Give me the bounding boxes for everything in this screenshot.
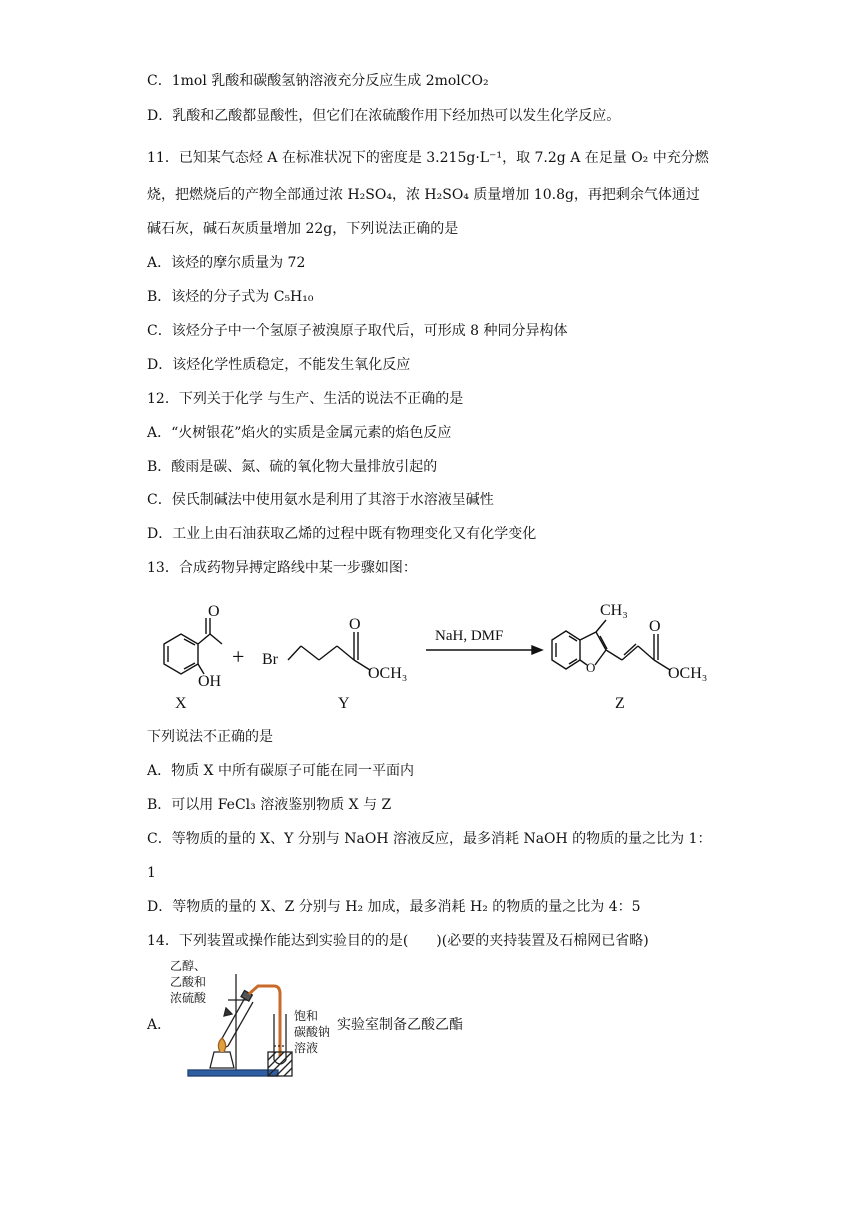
q10-option-d: D．乳酸和乙酸都显酸性，但它们在浓硫酸作用下经加热可以发生化学反应。 xyxy=(147,108,621,124)
reagent-label-3: 浓硫酸 xyxy=(170,991,207,1005)
y-carbonyl-o: O xyxy=(349,616,361,633)
q11-stem-line2: 烧，把燃烧后的产物全部通过浓 H₂SO₄，浓 H₂SO₄ 质量增加 10.8g，再把剩余气体通过 xyxy=(147,187,700,203)
x-carbonyl-o: O xyxy=(208,603,220,620)
q13-sub-stem: 下列说法不正确的是 xyxy=(147,729,273,745)
y-br-label: Br xyxy=(262,651,278,668)
q12-option-d: D．工业上由石油获取乙烯的过程中既有物理变化又有化学变化 xyxy=(147,526,537,542)
q14-option-a-caption: 实验室制备乙酸乙酯 xyxy=(337,1017,463,1033)
reagent-label-1: 乙醇、 xyxy=(170,959,207,973)
q14-stem: 14．下列装置或操作能达到实验目的的是( )(必要的夹持装置及石棉网已省略) xyxy=(147,933,649,949)
q11-stem-line3: 碱石灰，碱石灰质量增加 22g，下列说法正确的是 xyxy=(147,221,459,237)
z-och3-label: OCH₃ xyxy=(668,665,708,682)
q11-option-a: A．该烃的摩尔质量为 72 xyxy=(147,255,306,271)
reaction-scheme xyxy=(140,598,740,713)
q11-option-d: D．该烃化学性质稳定，不能发生氧化反应 xyxy=(147,357,411,373)
z-carbonyl-o: O xyxy=(649,618,661,635)
solution-label-3: 溶液 xyxy=(294,1041,319,1055)
compound-y-label: Y xyxy=(338,695,350,712)
x-oh-label: OH xyxy=(198,673,222,690)
compound-x-label: X xyxy=(175,695,187,712)
q12-option-b: B．酸雨是碳、氮、硫的氧化物大量排放引起的 xyxy=(147,459,438,475)
q13-option-c-cont: 1 xyxy=(147,865,156,881)
compound-z-label: Z xyxy=(615,695,625,712)
q11-option-b: B．该烃的分子式为 C₅H₁₀ xyxy=(147,289,314,305)
q10-option-c: C．1mol 乳酸和碳酸氢钠溶液充分反应生成 2molCO₂ xyxy=(147,73,489,89)
q12-option-a: A．“火树银花”焰火的实质是金属元素的焰色反应 xyxy=(147,425,452,441)
q13-option-a: A．物质 X 中所有碳原子可能在同一平面内 xyxy=(147,763,414,779)
solution-label-1: 饱和 xyxy=(294,1009,319,1023)
q12-option-c: C．侯氏制碱法中使用氨水是利用了其溶于水溶液呈碱性 xyxy=(147,492,494,508)
esterification-apparatus xyxy=(166,956,356,1082)
plus-sign: + xyxy=(232,644,245,669)
q13-option-c: C．等物质的量的 X、Y 分别与 NaOH 溶液反应，最多消耗 NaOH 的物质的量之比为 1： xyxy=(147,831,712,847)
z-ring-o: O xyxy=(586,660,596,675)
q14-option-a-label: A． xyxy=(147,1017,172,1033)
y-och3-label: OCH₃ xyxy=(368,665,408,682)
q13-stem: 13．合成药物异搏定路线中某一步骤如图： xyxy=(147,560,417,576)
q13-option-d: D．等物质的量的 X、Z 分别与 H₂ 加成，最多消耗 H₂ 的物质的量之比为 4：5 xyxy=(147,899,641,915)
solution-label-2: 碳酸钠 xyxy=(294,1025,331,1039)
q11-stem-line1: 11．已知某气态烃 A 在标准状况下的密度是 3.215g·L⁻¹，取 7.2g A 在足量 O₂ 中充分燃 xyxy=(147,150,709,166)
z-ch3-label: CH₃ xyxy=(600,602,628,619)
q11-option-c: C．该烃分子中一个氢原子被溴原子取代后，可形成 8 种同分异构体 xyxy=(147,323,568,339)
reagent-label-2: 乙酸和 xyxy=(170,975,207,989)
q13-option-b: B．可以用 FeCl₃ 溶液鉴别物质 X 与 Z xyxy=(147,797,392,813)
reaction-conditions: NaH, DMF xyxy=(435,628,504,644)
q12-stem: 12．下列关于化学 与生产、生活的说法不正确的是 xyxy=(147,391,464,407)
